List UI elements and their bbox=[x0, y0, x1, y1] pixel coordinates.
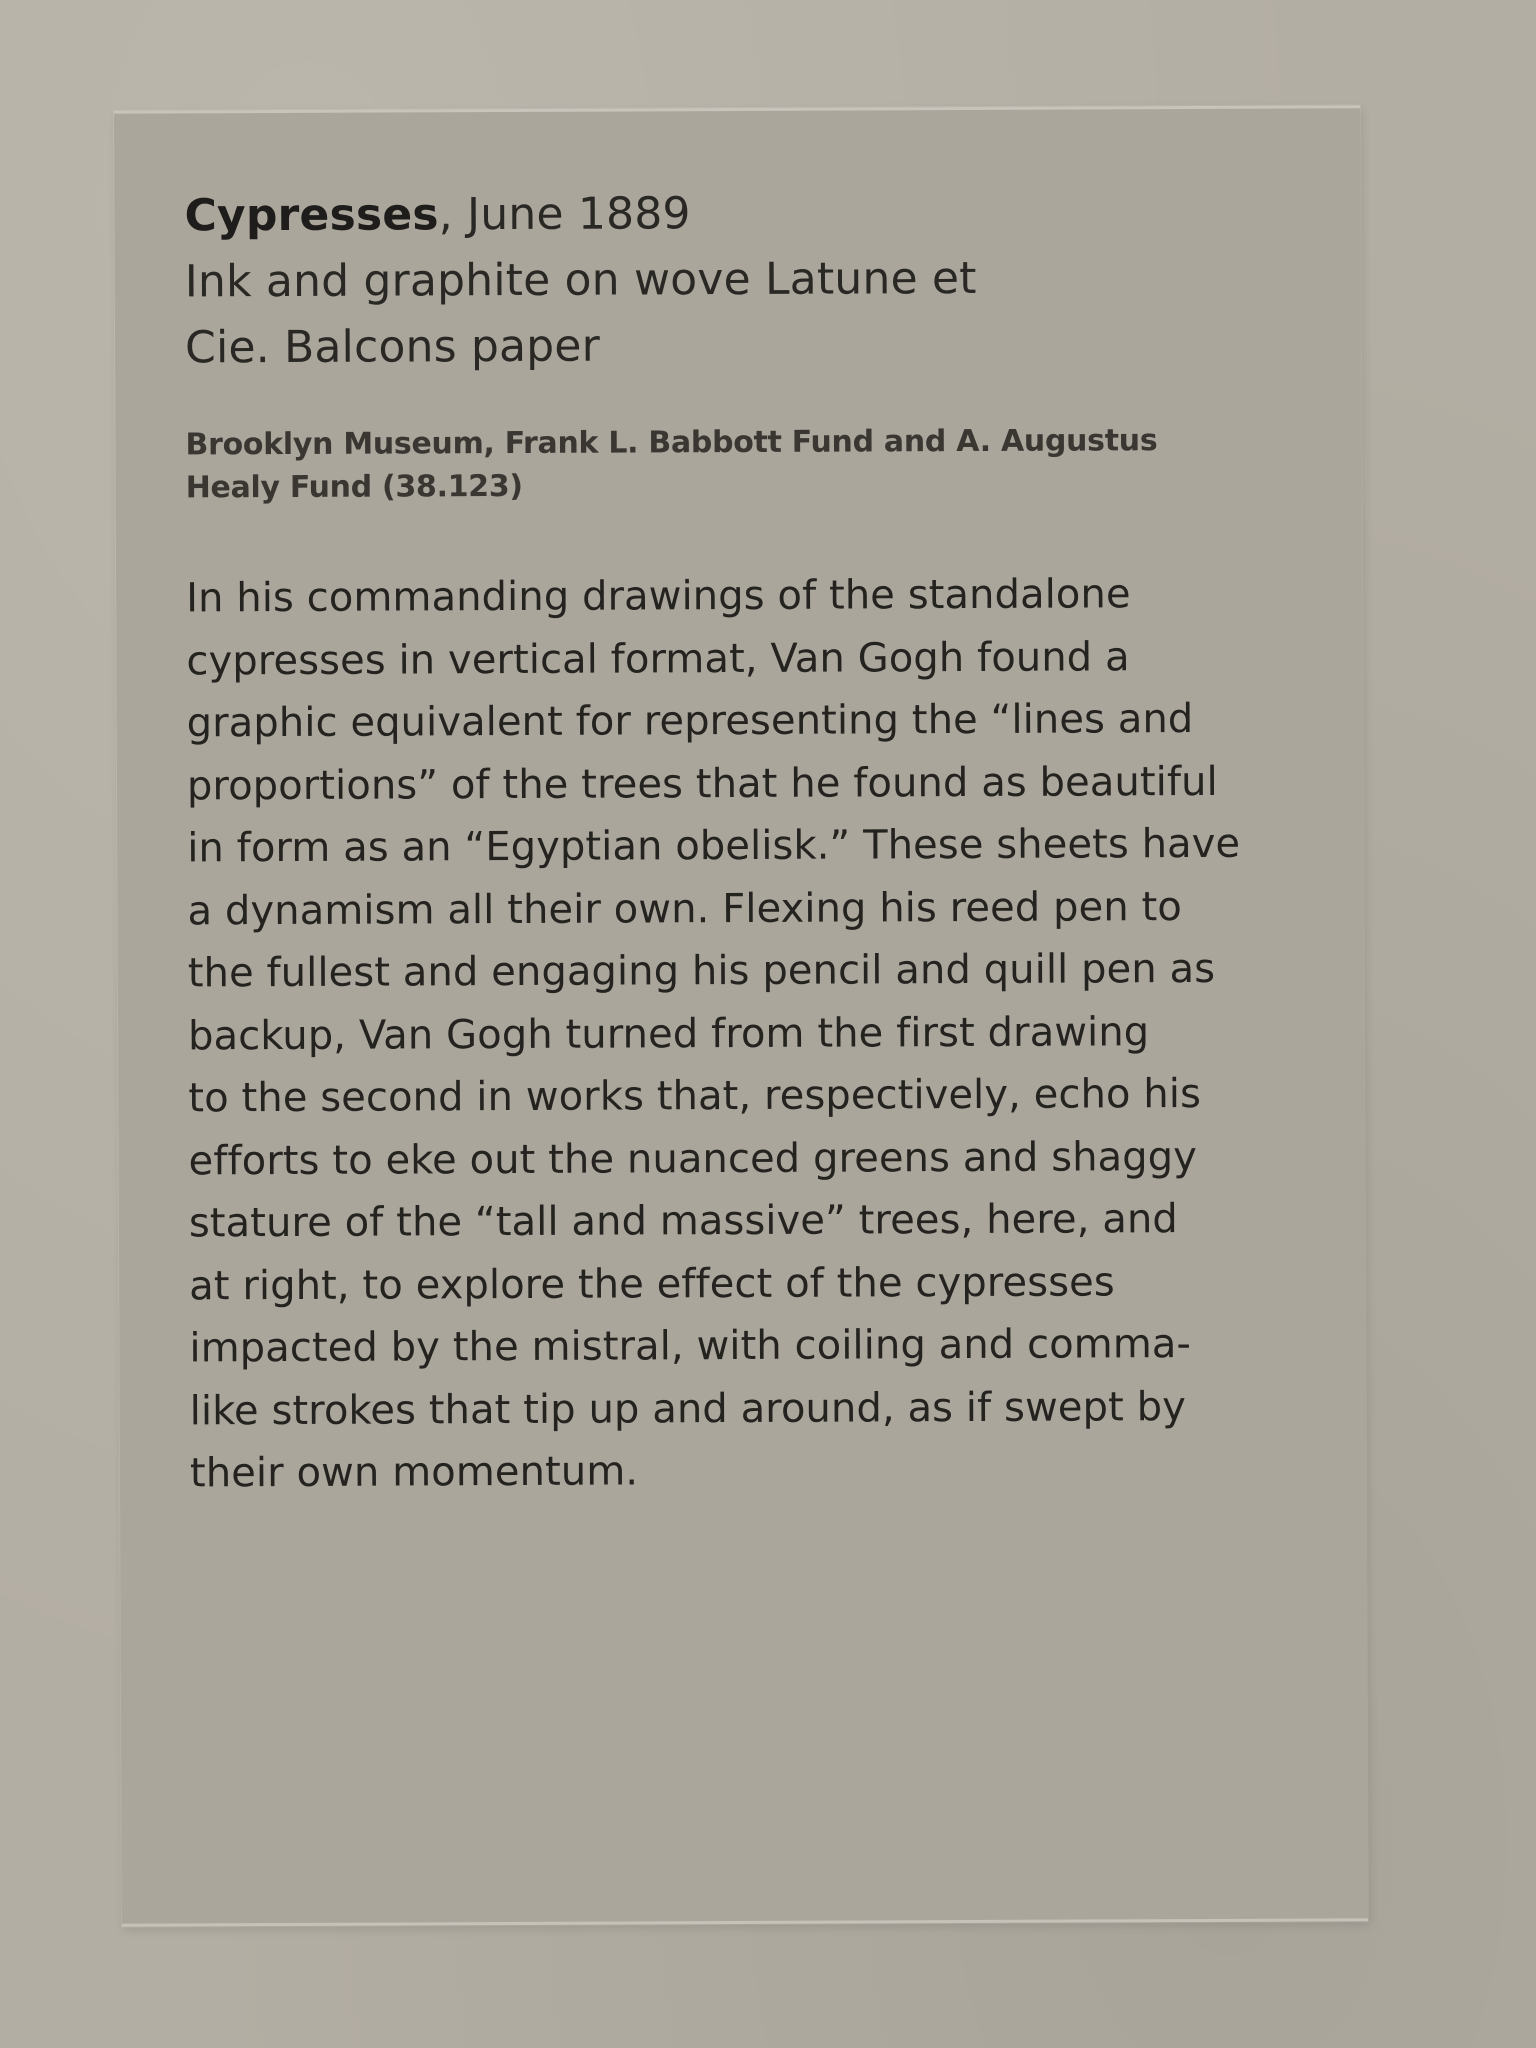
title-line bbox=[184, 178, 1324, 249]
description-text bbox=[186, 562, 1330, 1504]
label-content bbox=[184, 178, 1330, 1504]
description-line: In his commanding drawings of the standalone bbox=[186, 571, 1131, 622]
description-line: to the second in works that, respectively, echo his bbox=[188, 1070, 1202, 1122]
medium-line-2: Cie. Balcons paper bbox=[184, 320, 601, 374]
description-line: efforts to eke out the nuanced greens and shaggy bbox=[188, 1133, 1198, 1184]
credit-line-2: Healy Fund (38.123) bbox=[185, 468, 523, 506]
artwork-title: Cypresses bbox=[184, 189, 439, 242]
description-line: backup, Van Gogh turned from the first drawing bbox=[187, 1008, 1150, 1059]
description-line: stature of the “tall and massive” trees, here, and bbox=[188, 1196, 1178, 1247]
artwork-date: , June 1889 bbox=[438, 188, 691, 241]
description-line: like strokes that tip up and around, as if swept by bbox=[189, 1383, 1187, 1434]
medium-line-1: Ink and graphite on wove Latune et bbox=[184, 252, 977, 308]
description-line: proportions” of the trees that he found as beautiful bbox=[186, 758, 1218, 809]
description-line: the fullest and engaging his pencil and quill pen as bbox=[187, 945, 1216, 997]
credit-line-1: Brooklyn Museum, Frank L. Babbott Fund and A. Augustus bbox=[185, 423, 1158, 463]
museum-wall-label bbox=[114, 105, 1368, 1926]
artwork-heading bbox=[184, 178, 1325, 381]
description-line: a dynamism all their own. Flexing his reed pen to bbox=[187, 883, 1183, 934]
description-line: cypresses in vertical format, Van Gogh found a bbox=[186, 633, 1130, 684]
description-line: graphic equivalent for representing the “lines and bbox=[186, 696, 1194, 747]
credit-line bbox=[185, 418, 1325, 509]
description-line: at right, to explore the effect of the cypresses bbox=[189, 1258, 1115, 1309]
description-line: their own momentum. bbox=[189, 1448, 639, 1497]
description-line: impacted by the mistral, with coiling and comma- bbox=[189, 1321, 1192, 1372]
description-line: in form as an “Egyptian obelisk.” These sheets have bbox=[187, 820, 1241, 872]
